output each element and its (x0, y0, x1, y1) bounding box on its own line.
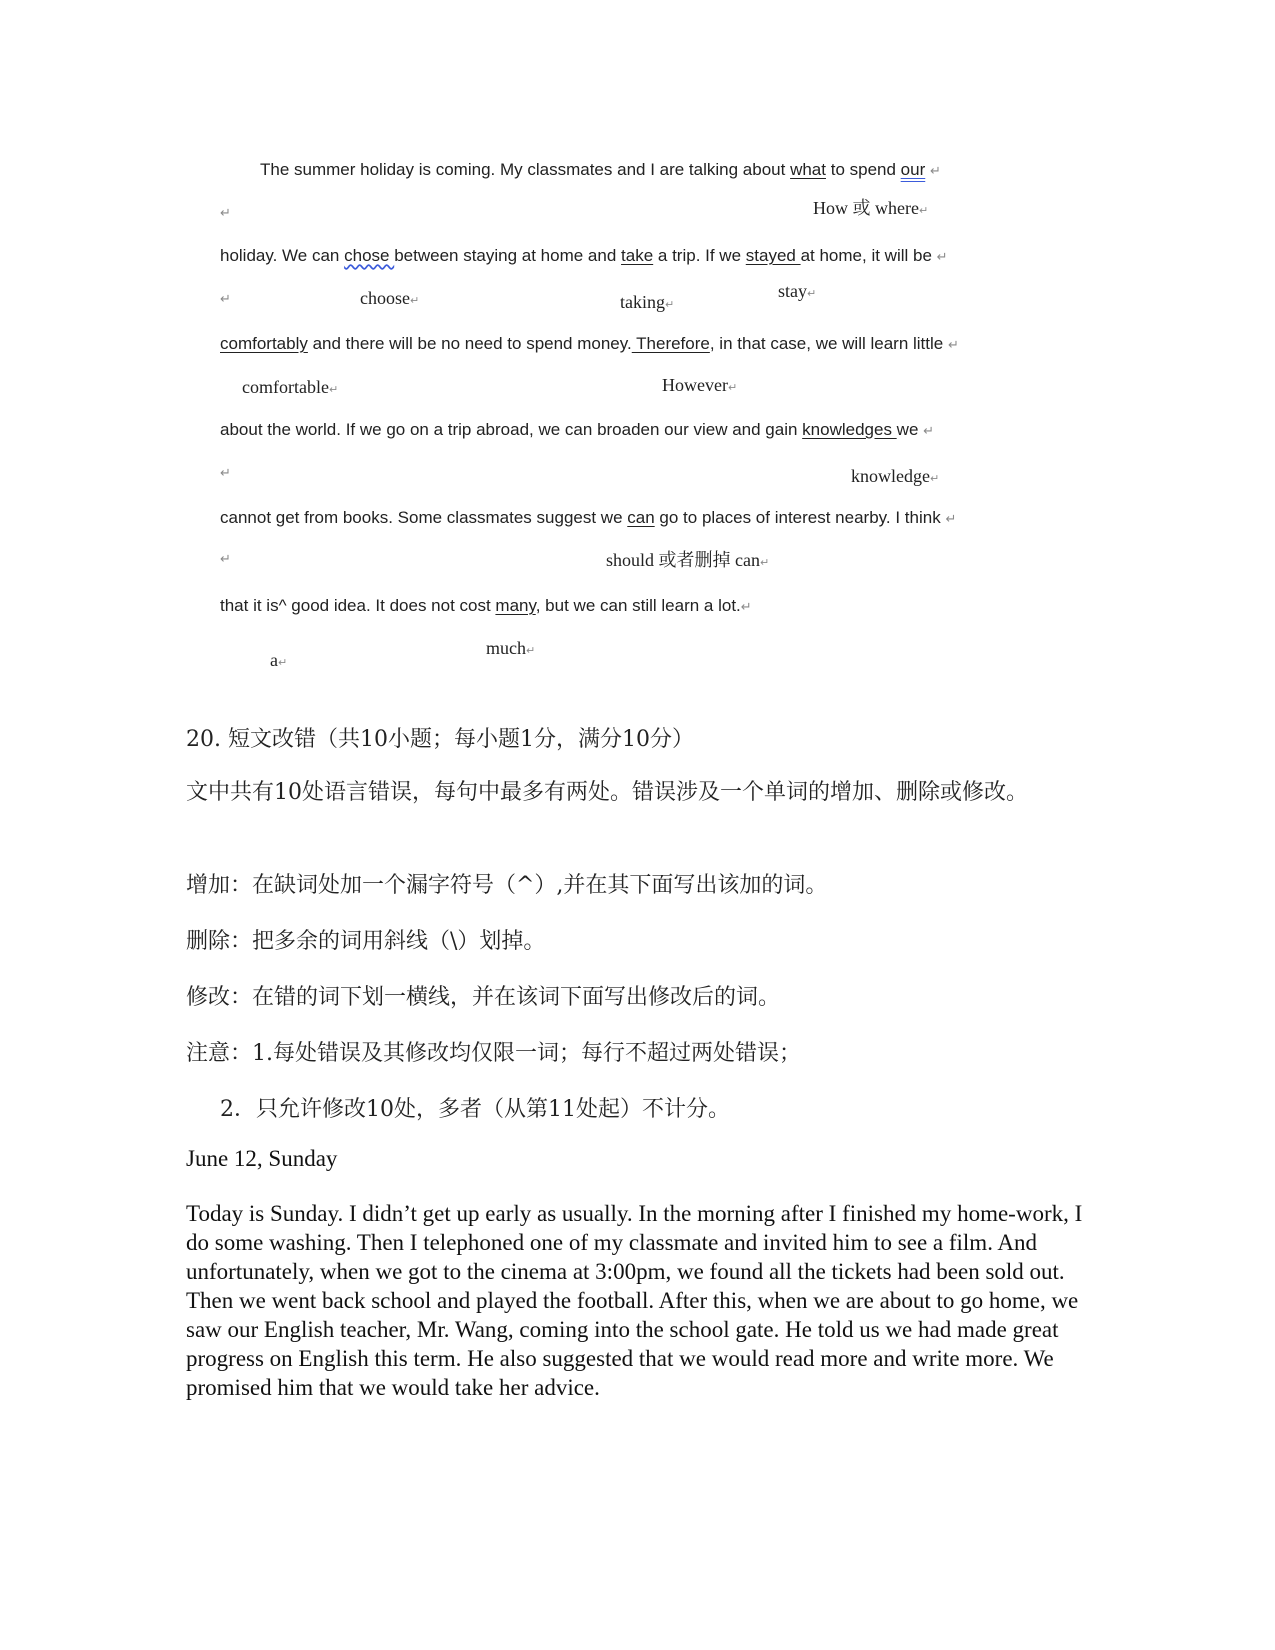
correction-however: However↵ (662, 375, 738, 395)
return-mark: ↵ (220, 552, 231, 567)
instruction-add: 增加：在缺词处加一个漏字符号（^）,并在其下面写出该加的词。 (186, 873, 828, 898)
correction-taking: taking↵ (620, 292, 675, 312)
correction-should: should 或者删掉 can↵ (606, 550, 770, 570)
error-mark: take (621, 246, 654, 265)
answer-line-3: comfortably and there will be no need to spend money. Therefore, in that case, we will learn little ↵ (220, 334, 959, 353)
return-mark: ↵ (220, 206, 231, 221)
error-mark: our (900, 160, 926, 179)
error-mark: Therefore (631, 334, 710, 353)
return-mark: ↵ (945, 512, 957, 527)
error-mark: chose (344, 246, 395, 265)
correction-knowledge: knowledge↵ (851, 466, 940, 486)
return-mark: ↵ (947, 338, 959, 353)
error-mark: what (790, 160, 826, 179)
correction-much: much↵ (486, 638, 536, 658)
return-mark: ↵ (936, 250, 948, 265)
return-mark: ↵ (923, 424, 935, 439)
correction-choose: choose↵ (360, 288, 420, 308)
correction-stay: stay↵ (778, 281, 817, 301)
return-mark: ↵ (220, 292, 231, 307)
answer-line-6: that it is^ good idea. It does not cost many, but we can still learn a lot.↵ (220, 596, 752, 615)
note-2: 2．只允许修改10处，多者（从第11处起）不计分。 (220, 1097, 730, 1122)
instruction-delete: 删除：把多余的词用斜线（\）划掉。 (186, 929, 546, 954)
instructions-intro: 文中共有10处语言错误，每句中最多有两处。错误涉及一个单词的增加、删除或修改。 (186, 780, 1028, 805)
error-mark: knowledges (802, 420, 897, 439)
answer-line-4: about the world. If we go on a trip abroad, we can broaden our view and gain knowledges we ↵ (220, 420, 935, 439)
correction-a: a↵ (270, 650, 288, 670)
return-mark: ↵ (740, 600, 752, 615)
answer-line-5: cannot get from books. Some classmates suggest we can go to places of interest nearby. I think ↵ (220, 508, 957, 527)
question-title: 20. 短文改错（共10小题；每小题1分，满分10分） (186, 727, 694, 752)
error-mark: many (495, 596, 536, 615)
error-mark: comfortably (220, 334, 308, 353)
note-1: 注意：1.每处错误及其修改均仅限一词；每行不超过两处错误； (186, 1041, 801, 1066)
return-mark: ↵ (220, 466, 231, 481)
error-mark: can (627, 508, 655, 527)
answer-line-2: holiday. We can chose between staying at home and take a trip. If we stayed at home, it will be ↵ (220, 246, 948, 265)
correction-comfortable: comfortable↵ (242, 377, 339, 397)
answer-line-1: The summer holiday is coming. My classmates and I are talking about what to spend our ↵ (260, 160, 941, 179)
return-mark: ↵ (929, 164, 941, 179)
passage-body: Today is Sunday. I didn’t get up early as usually. In the morning after I finished my home-work, I do some washing. Then I telephoned one of my classmate and invited him to see a film. And unfortunately, when we got to the cinema at 3:00pm, we found all the tickets had been sold out. Then we went back school and played the football. After this, when we are about to go home, we saw our English teacher, Mr. Wang, coming into the school gate. He told us we had made great progress on English this term. He also suggested that we would read more and write more. We promised him that we would take her advice. (186, 1201, 1083, 1400)
correction-how-where: How 或 where↵ (813, 198, 929, 218)
error-mark: stayed (745, 246, 801, 265)
passage-date: June 12, Sunday (186, 1146, 338, 1171)
instruction-modify: 修改：在错的词下划一横线，并在该词下面写出修改后的词。 (186, 985, 781, 1010)
